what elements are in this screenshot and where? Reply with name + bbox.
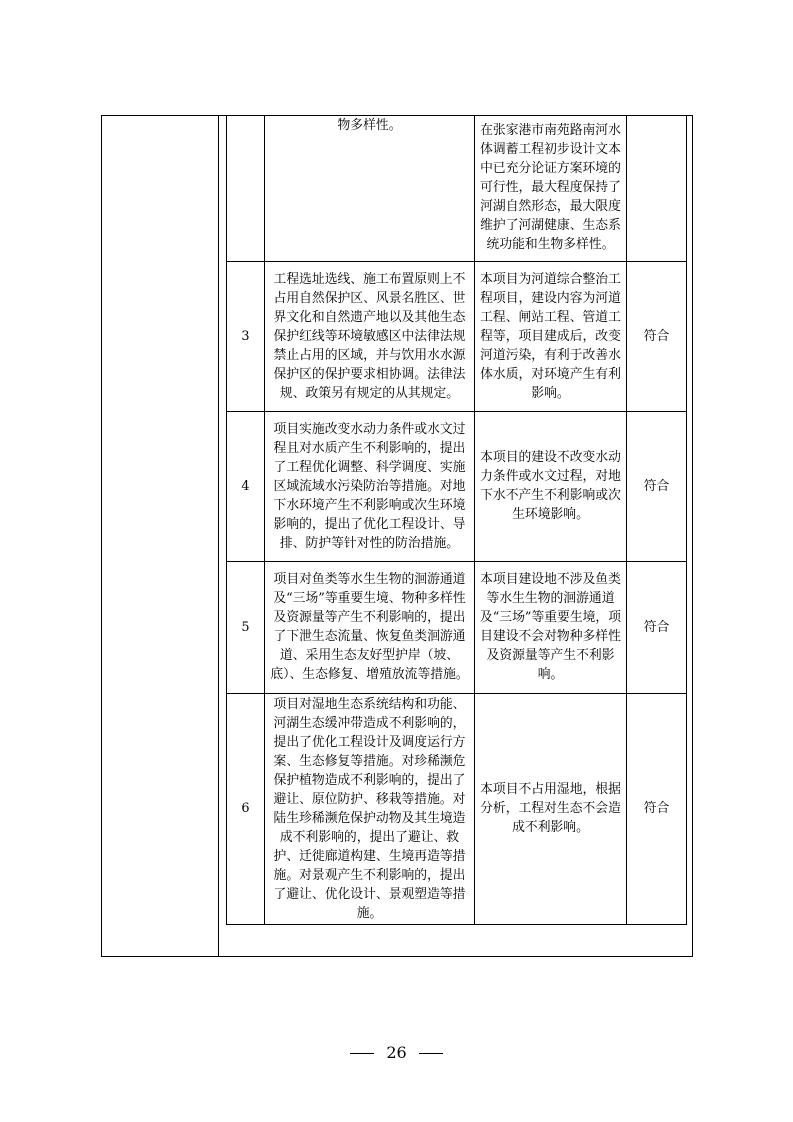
page-footer bbox=[0, 1043, 793, 1062]
footer-dash-left bbox=[350, 1053, 374, 1054]
compliance-table bbox=[226, 115, 687, 925]
row-number: 4 bbox=[227, 411, 265, 561]
row-number: 6 bbox=[227, 693, 265, 924]
requirement-cell: 项目对湿地生态系统结构和功能、河湖生态缓冲带造成不利影响的，提出了优化工程设计及调度运行方案、生态修复等措施。对珍稀濒危保护植物造成不利影响的，提出了避让、原位防护、移栽等措施。对陆生珍稀濒危保护动物及其生境造成不利影响的，提出了避让、救护、迁徙廊道构建、生境再造等措施。对景观产生不利影响的，提出了避让、优化设计、景观塑造等措施。 bbox=[265, 693, 475, 924]
result-cell: 符合 bbox=[627, 411, 687, 561]
page-number: 26 bbox=[386, 1043, 407, 1062]
table-row bbox=[227, 115, 687, 261]
result-cell: 符合 bbox=[627, 261, 687, 411]
row-number: 5 bbox=[227, 561, 265, 693]
column-divider bbox=[218, 115, 219, 957]
requirement-cell: 项目实施改变水动力条件或水文过程且对水质产生不利影响的，提出了工程优化调整、科学调度、实施区域流域水污染防治等措施。对地下水环境产生不利影响或次生环境影响的，提出了优化工程设计、导排、防护等针对性的防治措施。 bbox=[265, 411, 475, 561]
row-number: 3 bbox=[227, 261, 265, 411]
table-row bbox=[227, 693, 687, 924]
project-cell: 在张家港市南苑路南河水体调蓄工程初步设计文本中已充分论证方案环境的可行性，最大程度保持了河湖自然形态，最大限度维护了河湖健康、生态系统功能和生物多样性。 bbox=[475, 115, 627, 261]
result-cell: 符合 bbox=[627, 561, 687, 693]
result-cell bbox=[627, 115, 687, 261]
table-row bbox=[227, 261, 687, 411]
table-row bbox=[227, 411, 687, 561]
footer-dash-right bbox=[419, 1053, 443, 1054]
requirement-cell: 物多样性。 bbox=[265, 115, 475, 261]
row-number bbox=[227, 115, 265, 261]
requirement-cell: 项目对鱼类等水生生物的洄游通道及“三场”等重要生境、物种多样性及资源量等产生不利影响的，提出了下泄生态流量、恢复鱼类洄游通道、采用生态友好型护岸（坡、底）、生态修复、增殖放流等措施。 bbox=[265, 561, 475, 693]
requirement-cell: 工程选址选线、施工布置原则上不占用自然保护区、风景名胜区、世界文化和自然遗产地以及其他生态保护红线等环境敏感区中法律法规禁止占用的区域，并与饮用水水源保护区的保护要求相协调。法律法规、政策另有规定的从其规定。 bbox=[265, 261, 475, 411]
project-cell: 本项目不占用湿地，根据分析，工程对生态不会造成不利影响。 bbox=[475, 693, 627, 924]
project-cell: 本项目的建设不改变水动力条件或水文过程，对地下水不产生不利影响或次生环境影响。 bbox=[475, 411, 627, 561]
table-row bbox=[227, 561, 687, 693]
result-cell: 符合 bbox=[627, 693, 687, 924]
project-cell: 本项目为河道综合整治工程项目，建设内容为河道工程、闸站工程、管道工程等，项目建成后，改变河道污染，有利于改善水体水质，对环境产生有利影响。 bbox=[475, 261, 627, 411]
project-cell: 本项目建设地不涉及鱼类等水生生物的洄游通道及“三场”等重要生境，项目建设不会对物种多样性及资源量等产生不利影响。 bbox=[475, 561, 627, 693]
